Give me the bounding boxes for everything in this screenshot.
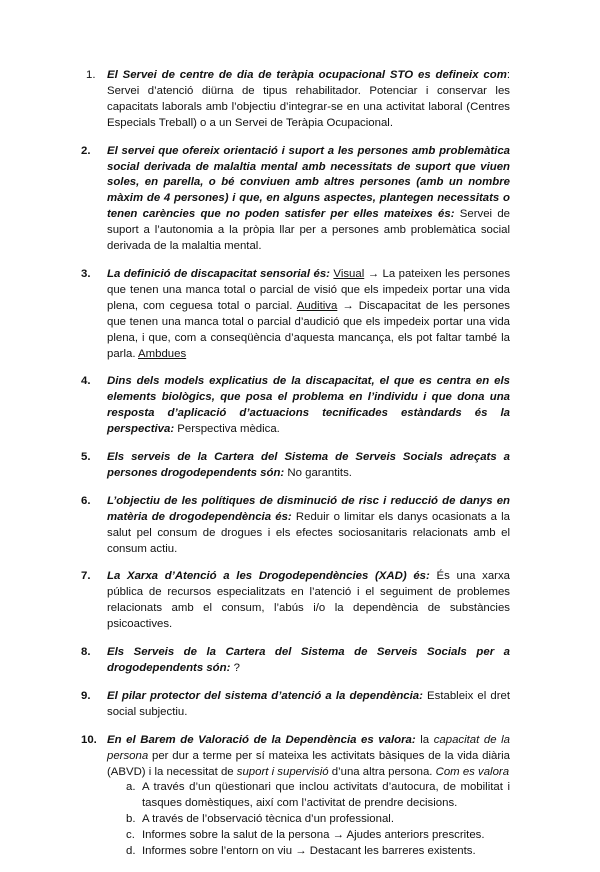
answer-ambdues-label: Ambdues xyxy=(138,347,187,360)
question-number: 2. xyxy=(81,144,91,157)
question-text: Dins dels models explicatius de la discapacitat, el que es centra en els elements biològics, que posa el problema en l’individu i que dona una resposta d’aplicació d’actuacions tecnificades estàndards és la perspectiva: xyxy=(107,375,510,436)
question-number: 1. xyxy=(86,69,96,81)
sub-list xyxy=(126,780,510,860)
answer-text: : Servei d’atenció diürna de tipus rehabilitador. Potenciar i conservar les capacitats laborals amb l’objectiu d’integrar-se en una activitat laboral (Centres Especials Treball) o a un Servei de Teràpia Ocupacional. xyxy=(107,69,510,129)
question-9 xyxy=(0,689,600,721)
question-number: 7. xyxy=(81,570,91,583)
question-number: 8. xyxy=(81,646,91,659)
question-1 xyxy=(0,68,600,132)
answer-text: Servei de suport a l’autonomia a la pròpia llar per a persones amb problemàtica social derivada de la malaltia mental. xyxy=(107,208,510,253)
answer-text: No garantits. xyxy=(284,466,352,479)
question-text: El pilar protector del sistema d’atenció a la dependència: xyxy=(107,689,423,702)
sub-item xyxy=(126,828,510,844)
answer-text: És una xarxa pública de recursos especialitzats en l’atenció i el seguiment de problemes relacionats amb el consum, l’abús i/o la dependència de substàncies psicoactives. xyxy=(107,570,510,631)
question-number: 10. xyxy=(81,733,97,746)
question-text: La Xarxa d’Atenció a les Drogodependències (XAD) és: xyxy=(107,570,430,583)
sub-item-text: Informes sobre l’entorn on viu → Destacant les barreres existents. xyxy=(142,845,476,858)
answer-auditiva-text: → Discapacitat de les persones que tenen una manca total o parcial d’audició que els impedeix portar una vida plena, i que, com a conseqüència d’aquesta mancança, els pot faltar també la parla. xyxy=(107,299,510,360)
question-number: 5. xyxy=(81,451,91,464)
question-5 xyxy=(0,450,600,482)
question-text: En el Barem de Valoració de la Dependència es valora: xyxy=(107,733,416,746)
question-text: El Servei de centre de dia de teràpia ocupacional STO es defineix com xyxy=(107,69,507,81)
answer-visual-label: Visual xyxy=(333,267,365,280)
sub-item-text: A través d’un qüestionari que inclou activitats d’autocura, de mobilitat i tasques domèstiques, així com l’activitat de prendre decisions. xyxy=(142,781,510,810)
sub-item-label: a. xyxy=(126,781,136,794)
question-number: 6. xyxy=(81,494,91,507)
question-4 xyxy=(0,374,600,438)
sub-item-label: b. xyxy=(126,813,136,826)
question-number: 3. xyxy=(81,267,91,280)
sub-item xyxy=(126,812,510,828)
answer-emphasis: Com es valora xyxy=(435,765,510,778)
question-text: L’objectiu de les polítiques de disminució de risc i reducció de danys en matèria de drogodependència és: xyxy=(107,494,510,523)
answer-text: la xyxy=(415,733,434,746)
answer-visual-text: → La pateixen les persones que tenen una manca total o parcial de visió que els impedeix portar una vida plena, com ceguesa total o parcial. xyxy=(107,267,511,312)
sub-list-wrapper xyxy=(126,780,510,860)
question-text: La definició de discapacitat sensorial és: xyxy=(107,267,330,280)
answer-text: per dur a terme per sí mateixa les activitats bàsiques de la vida diària (ABVD) i la necessitat de xyxy=(107,749,510,778)
answer-text: ? xyxy=(230,662,240,674)
sub-item-label: c. xyxy=(126,829,135,842)
question-number: 9. xyxy=(81,689,91,702)
answer-auditiva-label: Auditiva xyxy=(296,299,338,312)
question-8 xyxy=(0,645,600,677)
question-number: 4. xyxy=(81,375,91,388)
question-text: Els Serveis de la Cartera del Sistema de Serveis Socials per a drogodependents són: xyxy=(107,646,510,674)
sub-item-text: Informes sobre la salut de la persona → Ajudes anteriors prescrites. xyxy=(142,829,485,842)
sub-item xyxy=(126,844,510,860)
question-text: Els serveis de la Cartera del Sistema de Serveis Socials adreçats a persones drogodependents són: xyxy=(107,451,510,479)
question-3 xyxy=(0,267,600,362)
answer-text: Perspectiva mèdica. xyxy=(174,423,280,436)
question-2 xyxy=(0,144,600,255)
question-7 xyxy=(0,569,600,633)
answer-emphasis: suport i supervisió xyxy=(236,765,329,778)
question-list xyxy=(0,68,600,872)
answer-emphasis: capacitat de la persona xyxy=(107,733,510,762)
answer-text: d’una altra persona. xyxy=(328,765,436,778)
question-text: El servei que ofereix orientació i suport a les persones amb problemàtica social derivada de malaltia mental amb necessitats de suport que viuen soles, en parella, o bé conviuen amb altres persones (amb un nombre màxim de 4 persones) i que, en alguns aspectes, plantegen necessitats o tenen carències que no poden satisfer per elles mateixes és: xyxy=(107,144,510,221)
question-6 xyxy=(0,494,600,558)
sub-item xyxy=(126,780,510,812)
sub-item-text: A través de l’observació tècnica d’un professional. xyxy=(142,813,395,826)
answer-text: Estableix el dret social subjectiu. xyxy=(107,689,510,718)
sub-item-label: d. xyxy=(126,845,136,858)
question-10 xyxy=(0,733,600,860)
answer-text: Reduir o limitar els danys ocasionats a la salut pel consum de drogues i els efectes sociosanitaris relacionats amb el consum actiu. xyxy=(107,510,510,555)
